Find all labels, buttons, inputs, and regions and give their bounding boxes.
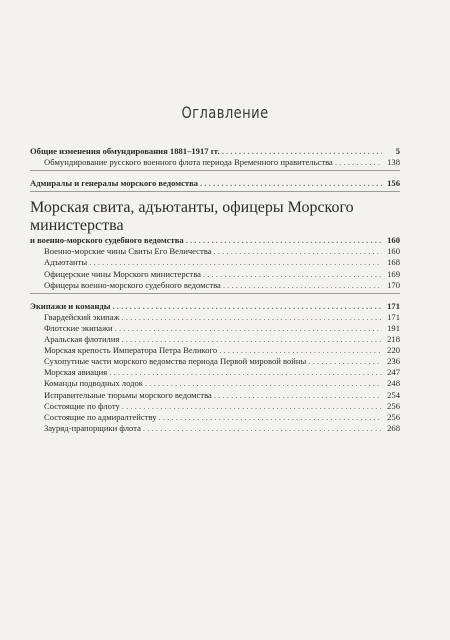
toc-entry — [30, 412, 400, 423]
toc-entry-page: 191 — [387, 322, 400, 333]
toc-entry-label: Военно-морские чины Свиты Его Величества — [44, 246, 212, 257]
toc-entry-page: 220 — [387, 345, 400, 356]
toc-heading-label: Общие изменения обмундирования 1881–1917 гг. — [30, 146, 220, 156]
dot-leader — [159, 412, 382, 423]
toc-heading — [30, 146, 400, 157]
dot-leader — [122, 312, 382, 323]
toc-entry-label: Аральская флотилия — [44, 334, 120, 345]
toc-entry-page: 254 — [387, 389, 400, 400]
toc-entry-page: 160 — [387, 246, 400, 257]
dot-leader — [214, 390, 382, 401]
toc-entry — [30, 423, 400, 434]
toc-heading — [30, 178, 400, 189]
toc-entry-page: 256 — [387, 411, 400, 422]
toc-entry — [30, 356, 400, 367]
dot-leader — [223, 280, 382, 291]
toc-entry-page: 168 — [387, 257, 400, 268]
toc-entry — [30, 345, 400, 356]
toc-entry — [30, 367, 400, 378]
toc-entry-label: Состоящие по флоту — [44, 400, 120, 411]
toc-entry — [30, 390, 400, 401]
toc-heading — [30, 301, 400, 312]
toc-heading-line1: Морская свита, адъютанты, офицеры Морского министерства — [30, 199, 354, 235]
toc-heading — [30, 235, 400, 246]
toc-entry — [30, 312, 400, 323]
dot-leader — [121, 334, 382, 345]
dot-leader — [214, 246, 382, 257]
dot-leader — [89, 257, 382, 268]
toc-entry-page: 170 — [387, 279, 400, 290]
toc-entry-label: Морская авиация — [44, 367, 108, 378]
toc-entry-label: Гвардейский экипаж — [44, 311, 120, 322]
toc-entry — [30, 401, 400, 412]
toc-entry — [30, 246, 400, 257]
toc-entry-page: 171 — [387, 311, 400, 322]
toc-entry-page: 236 — [387, 356, 400, 367]
toc-entry — [30, 323, 400, 334]
toc-entry-page: 138 — [387, 157, 400, 168]
dot-leader — [308, 356, 382, 367]
dot-leader — [112, 301, 382, 312]
dot-leader — [143, 423, 382, 434]
toc-entry — [30, 334, 400, 345]
toc-entry-label: Флотские экипажи — [44, 322, 113, 333]
toc-entry-page: 247 — [387, 367, 400, 378]
dot-leader — [145, 378, 382, 389]
toc-entry-page: 268 — [387, 422, 400, 433]
toc-entry-page: 248 — [387, 378, 400, 389]
toc-entry-label: Офицерские чины Морского министерства — [44, 268, 201, 279]
toc-heading-label: Адмиралы и генералы морского ведомства — [30, 178, 199, 189]
toc-entry-label: Адъютанты — [44, 257, 88, 268]
toc-section-1 — [30, 146, 400, 171]
dot-leader — [109, 367, 382, 378]
toc-entry-label: Состоящие по адмиралтейству — [44, 411, 157, 422]
toc-entry — [30, 257, 400, 268]
toc-heading-page: 171 — [387, 300, 400, 311]
dot-leader — [200, 178, 382, 189]
toc-entry — [30, 280, 400, 291]
toc-section-3 — [30, 199, 400, 293]
dot-leader — [222, 146, 382, 157]
dot-leader — [219, 345, 382, 356]
dot-leader — [115, 323, 382, 334]
page-title: Оглавление — [181, 103, 269, 122]
dot-leader — [186, 235, 382, 246]
toc-entry-label: Офицеры военно-морского судебного ведомства — [44, 279, 221, 290]
toc-heading-page: 5 — [395, 146, 400, 156]
toc-entry-page: 218 — [387, 334, 400, 345]
toc-entry-label: Обмундирование русского военного флота периода Временного правительства — [44, 157, 333, 168]
toc-entry-label: Морская крепость Императора Петра Великого — [44, 345, 218, 356]
toc-entry-page: 169 — [387, 268, 400, 279]
table-of-contents — [30, 146, 400, 443]
dot-leader — [122, 401, 382, 412]
toc-heading-label: и военно-морского судебного ведомства — [30, 235, 184, 246]
toc-entry — [30, 269, 400, 280]
toc-entry — [30, 378, 400, 389]
toc-heading-page: 156 — [387, 178, 400, 189]
toc-heading-label: Экипажи и команды — [30, 300, 111, 311]
toc-heading-page: 160 — [387, 235, 400, 246]
toc-entry-label: Команды подводных лодок — [44, 378, 143, 389]
toc-section-2 — [30, 178, 400, 192]
dot-leader — [203, 269, 382, 280]
toc-entry — [30, 157, 400, 168]
toc-section-4 — [30, 301, 400, 436]
toc-entry-label: Исправительные тюрьмы морского ведомства — [44, 389, 212, 400]
toc-entry-label: Сухопутные части морского ведомства периода Первой мировой войны — [44, 356, 307, 367]
toc-entry-label: Зауряд-прапорщики флота — [44, 422, 141, 433]
dot-leader — [335, 157, 382, 168]
toc-entry-page: 256 — [387, 400, 400, 411]
